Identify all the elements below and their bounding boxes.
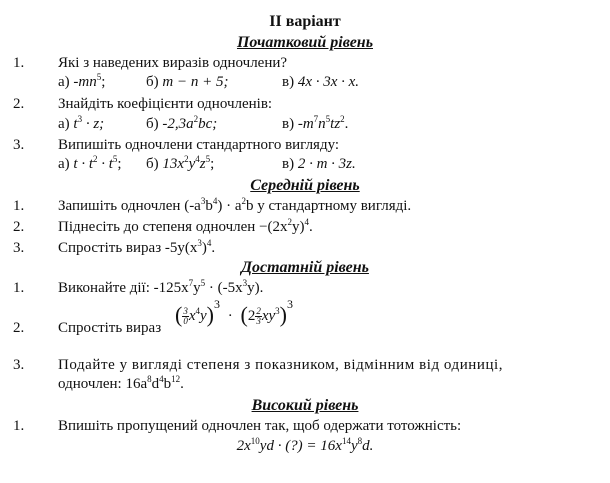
sufficient-q2-expression: ( $\frac{3}{0}$ $x^4y)^3 \cdot (2$ $\frac{2}{3}$ $xy^3)^3$ bbox=[175, 297, 293, 327]
level-high-heading: Високий рівень bbox=[251, 397, 359, 414]
high-q1-identity: $2x^{10}yd$ · (?) = $16x^{14}y^8d$. bbox=[236, 436, 374, 454]
question-number: 1. bbox=[13, 198, 25, 214]
middle-q2-text: Піднесіть до степеня одночлен $-(2x^2y)^4$. bbox=[58, 217, 313, 235]
initial-q2-option-b: б) $-2,3a^2bc$; bbox=[146, 114, 218, 132]
question-number: 1. bbox=[13, 280, 25, 296]
sufficient-q2-text: Спростіть вираз bbox=[58, 320, 162, 336]
variant-title: ІІ варіант bbox=[269, 13, 341, 30]
question-number: 2. bbox=[13, 219, 25, 235]
fraction-3-0: $\frac{3}{0}$ bbox=[183, 306, 188, 327]
middle-q3-text: Спростіть вираз $-5y(x^3)^4$. bbox=[58, 238, 216, 256]
question-number: 2. bbox=[13, 96, 25, 112]
sufficient-q3-line1: Подайте у вигляді степеня з показником, відмінним від одиниці, bbox=[58, 357, 504, 373]
level-sufficient-heading: Достатній рівень bbox=[241, 259, 369, 276]
question-number: 3. bbox=[13, 240, 25, 256]
level-middle-heading: Середній рівень bbox=[250, 177, 360, 194]
initial-q1-option-c: в) 4x · 3x · x. bbox=[282, 74, 360, 90]
middle-q1-text: Запишіть одночлен $(-a^3b^4) \cdot a^2b$ у стандартному вигляді. bbox=[58, 196, 412, 214]
initial-q2-text: Знайдіть коефіцієнти одночленів: bbox=[58, 96, 273, 112]
initial-q2-option-c: в) $-m^7n^5tz^2$. bbox=[282, 114, 349, 132]
sufficient-q1-text: Виконайте дії: $-125x^7y^5 \cdot (-5x^3y)$. bbox=[58, 278, 264, 296]
initial-q3-option-c: в) 2 · m · 3z. bbox=[282, 156, 356, 172]
question-number: 3. bbox=[13, 357, 25, 373]
question-number: 3. bbox=[13, 137, 25, 153]
initial-q1-option-a: а) $-mn^5$; bbox=[58, 72, 106, 90]
fraction-2-3: $\frac{2}{3}$ bbox=[256, 306, 261, 327]
level-initial-heading: Початковий рівень bbox=[236, 34, 373, 51]
question-number: 1. bbox=[13, 55, 25, 71]
initial-q1-option-b: б) m − n + 5; bbox=[146, 74, 229, 90]
high-q1-text: Впишіть пропущений одночлен так, щоб одержати тотожність: bbox=[58, 418, 462, 434]
initial-q1-text: Які з наведених виразів одночлени? bbox=[58, 55, 288, 71]
initial-q3-text: Випишіть одночлени стандартного вигляду: bbox=[58, 137, 340, 153]
initial-q3-option-b: б) $13x^2y^4z^5$; bbox=[146, 154, 215, 172]
initial-q3-option-a: а) $t \cdot t^2 \cdot t^5$; bbox=[58, 154, 122, 172]
sufficient-q3-line2: одночлен: $16a^8d^4b^{12}$. bbox=[58, 374, 184, 392]
initial-q2-option-a: а) $t^3 \cdot z$; bbox=[58, 114, 105, 132]
question-number: 2. bbox=[13, 320, 25, 336]
question-number: 1. bbox=[13, 418, 25, 434]
